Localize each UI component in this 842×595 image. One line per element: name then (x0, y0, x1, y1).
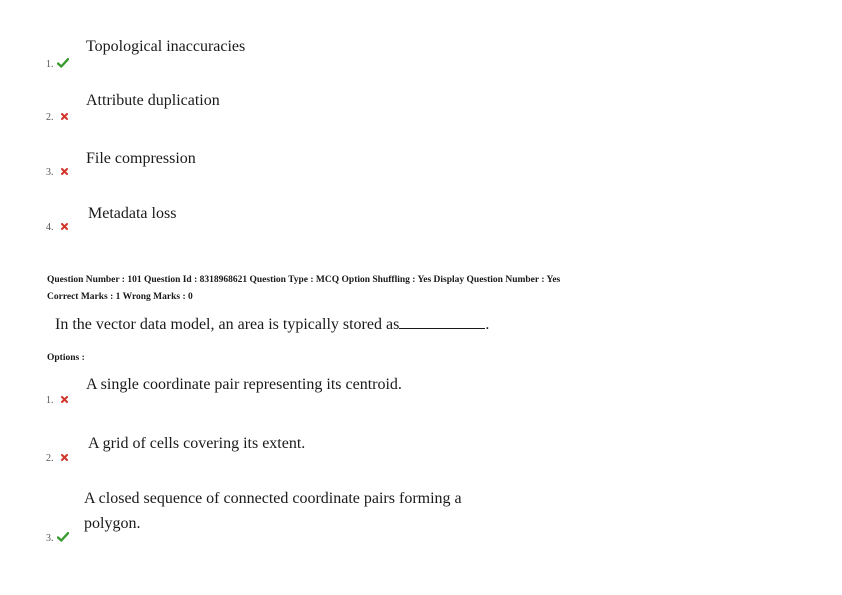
option-number-label: 3. (46, 167, 54, 178)
option-text-continued: polygon. (84, 515, 141, 532)
option-number (46, 532, 69, 545)
option-number (46, 167, 68, 178)
option-text: A closed sequence of connected coordinate pairs forming a (84, 490, 462, 507)
option-text: A single coordinate pair representing its centroid. (86, 376, 402, 393)
question-marks: Correct Marks : 1 Wrong Marks : 0 (47, 292, 193, 302)
option-text: Metadata loss (88, 205, 177, 222)
option-number-label: 2. (46, 453, 54, 464)
option-number (46, 112, 68, 123)
option-number-label: 1. (46, 59, 54, 70)
check-icon (57, 58, 69, 71)
option-number-label: 1. (46, 395, 54, 406)
option-text: Topological inaccuracies (86, 38, 246, 55)
option-number-label: 4. (46, 222, 54, 233)
option-text: Attribute duplication (86, 92, 220, 109)
cross-icon (61, 167, 68, 178)
option-number (46, 395, 68, 406)
cross-icon (61, 395, 68, 406)
answer-blank (399, 316, 485, 329)
option-number (46, 222, 68, 233)
check-icon (57, 532, 69, 545)
cross-icon (61, 453, 68, 464)
question-stem-text: In the vector data model, an area is typically stored as (55, 316, 400, 333)
option-number (46, 58, 69, 71)
question-meta: Question Number : 101 Question Id : 8318968621 Question Type : MCQ Option Shuffling : Yes Display Question Number : Yes (47, 275, 561, 285)
question-stem (55, 316, 489, 334)
cross-icon (61, 222, 68, 233)
option-number-label: 2. (46, 112, 54, 123)
option-number-label: 3. (46, 533, 54, 544)
option-text: File compression (86, 150, 196, 167)
cross-icon (61, 112, 68, 123)
option-number (46, 453, 68, 464)
options-label: Options : (47, 353, 85, 363)
question-stem-end: . (485, 316, 490, 333)
option-text: A grid of cells covering its extent. (88, 435, 306, 452)
